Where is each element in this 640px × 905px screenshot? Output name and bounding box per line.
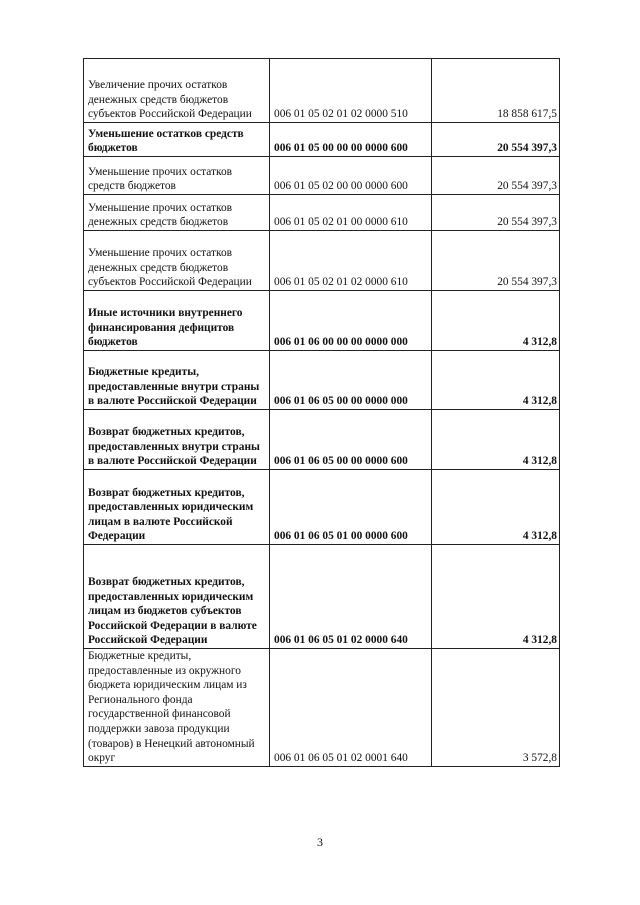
row-name: Уменьшение прочих остатков денежных средств бюджетов (84, 195, 270, 231)
row-sum: 4 312,8 (432, 291, 560, 351)
row-code: 006 01 05 02 01 00 0000 610 (270, 195, 432, 231)
row-name: Возврат бюджетных кредитов, предоставленных юридическим лицам в валюте Российской Федерации (84, 470, 270, 545)
table-row (84, 649, 560, 767)
row-code: 006 01 05 02 01 02 0000 610 (270, 231, 432, 291)
row-sum: 20 554 397,3 (432, 231, 560, 291)
table-row (84, 351, 560, 410)
table-row (84, 291, 560, 351)
row-code: 006 01 06 05 01 00 0000 600 (270, 470, 432, 545)
row-sum: 20 554 397,3 (432, 157, 560, 195)
row-sum: 18 858 617,5 (432, 59, 560, 123)
row-code: 006 01 05 02 01 02 0000 510 (270, 59, 432, 123)
row-name: Уменьшение прочих остатков денежных средств бюджетов субъектов Российской Федерации (84, 231, 270, 291)
row-sum: 20 554 397,3 (432, 123, 560, 157)
table-row (84, 410, 560, 470)
row-code: 006 01 05 02 00 00 0000 600 (270, 157, 432, 195)
table-row (84, 157, 560, 195)
row-sum: 4 312,8 (432, 545, 560, 649)
row-sum: 20 554 397,3 (432, 195, 560, 231)
table-row (84, 231, 560, 291)
row-sum: 4 312,8 (432, 410, 560, 470)
row-code: 006 01 06 05 00 00 0000 000 (270, 351, 432, 410)
row-code: 006 01 05 00 00 00 0000 600 (270, 123, 432, 157)
row-code: 006 01 06 05 01 02 0001 640 (270, 649, 432, 767)
row-code: 006 01 06 05 01 02 0000 640 (270, 545, 432, 649)
budget-sources-table (83, 58, 560, 767)
table-row (84, 59, 560, 123)
row-name: Бюджетные кредиты, предоставленные из окружного бюджета юридическим лицам из Регионального фонда государственной финансовой поддержки завоза продукции (товаров) в Ненецкий автономный округ (84, 649, 270, 767)
row-name: Возврат бюджетных кредитов, предоставленных внутри страны в валюте Российской Федерации (84, 410, 270, 470)
row-name: Уменьшение прочих остатков средств бюджетов (84, 157, 270, 195)
row-name: Уменьшение остатков средств бюджетов (84, 123, 270, 157)
row-name: Возврат бюджетных кредитов, предоставленных юридическим лицам из бюджетов субъектов Российской Федерации в валюте Российской Федерации (84, 545, 270, 649)
row-sum: 4 312,8 (432, 351, 560, 410)
table-row (84, 470, 560, 545)
page-number: 3 (317, 835, 323, 849)
row-code: 006 01 06 05 00 00 0000 600 (270, 410, 432, 470)
table-row (84, 545, 560, 649)
row-name: Бюджетные кредиты, предоставленные внутри страны в валюте Российской Федерации (84, 351, 270, 410)
row-sum: 4 312,8 (432, 470, 560, 545)
row-name: Увеличение прочих остатков денежных средств бюджетов субъектов Российской Федерации (84, 59, 270, 123)
table-row (84, 123, 560, 157)
row-code: 006 01 06 00 00 00 0000 000 (270, 291, 432, 351)
row-sum: 3 572,8 (432, 649, 560, 767)
row-name: Иные источники внутреннего финансирования дефицитов бюджетов (84, 291, 270, 351)
table-row (84, 195, 560, 231)
